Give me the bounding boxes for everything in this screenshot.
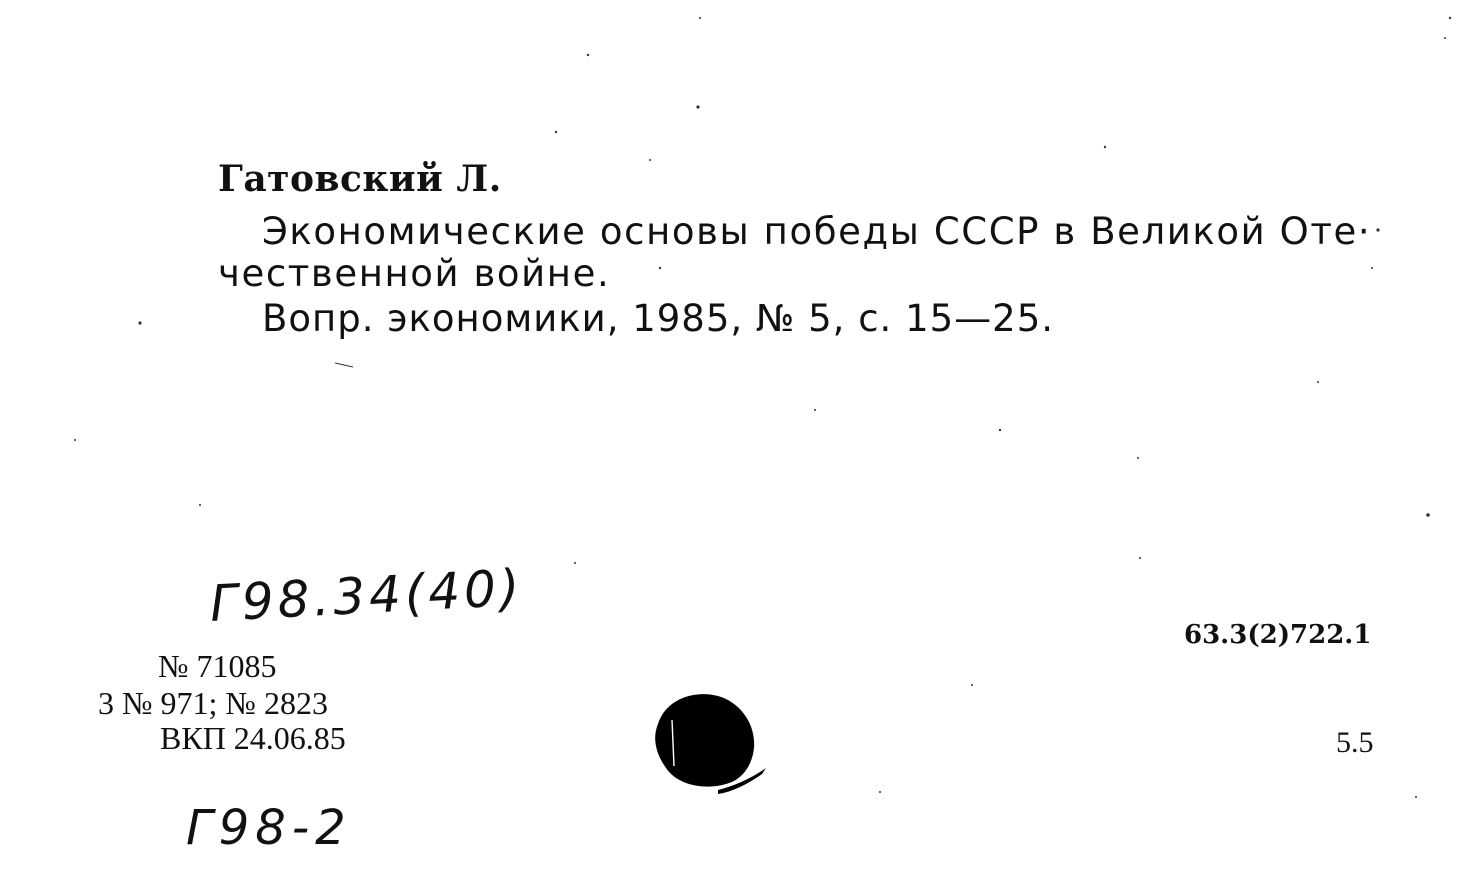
issue-numbers: 3 № 971; № 2823 bbox=[98, 685, 328, 721]
title-line-1: Экономические основы победы СССР в Великой Оте· bbox=[262, 210, 1372, 253]
classification-code: 63.3(2)722.1 bbox=[1184, 620, 1372, 650]
accession-number: № 71085 bbox=[158, 648, 277, 684]
handwritten-shelfmark-bottom: Г98-2 bbox=[186, 800, 352, 856]
source-citation: Вопр. экономики, 1985, № 5, с. 15—25. bbox=[262, 297, 1054, 340]
punch-hole-icon bbox=[648, 686, 778, 806]
author-name: Гатовский Л. bbox=[218, 158, 502, 200]
title-line-2: чественной войне. bbox=[218, 252, 611, 295]
vkp-date: ВКП 24.06.85 bbox=[160, 720, 346, 756]
price-mark: 5.5 bbox=[1336, 726, 1374, 759]
handwritten-shelfmark-top: Г98.34(40) bbox=[208, 558, 525, 633]
